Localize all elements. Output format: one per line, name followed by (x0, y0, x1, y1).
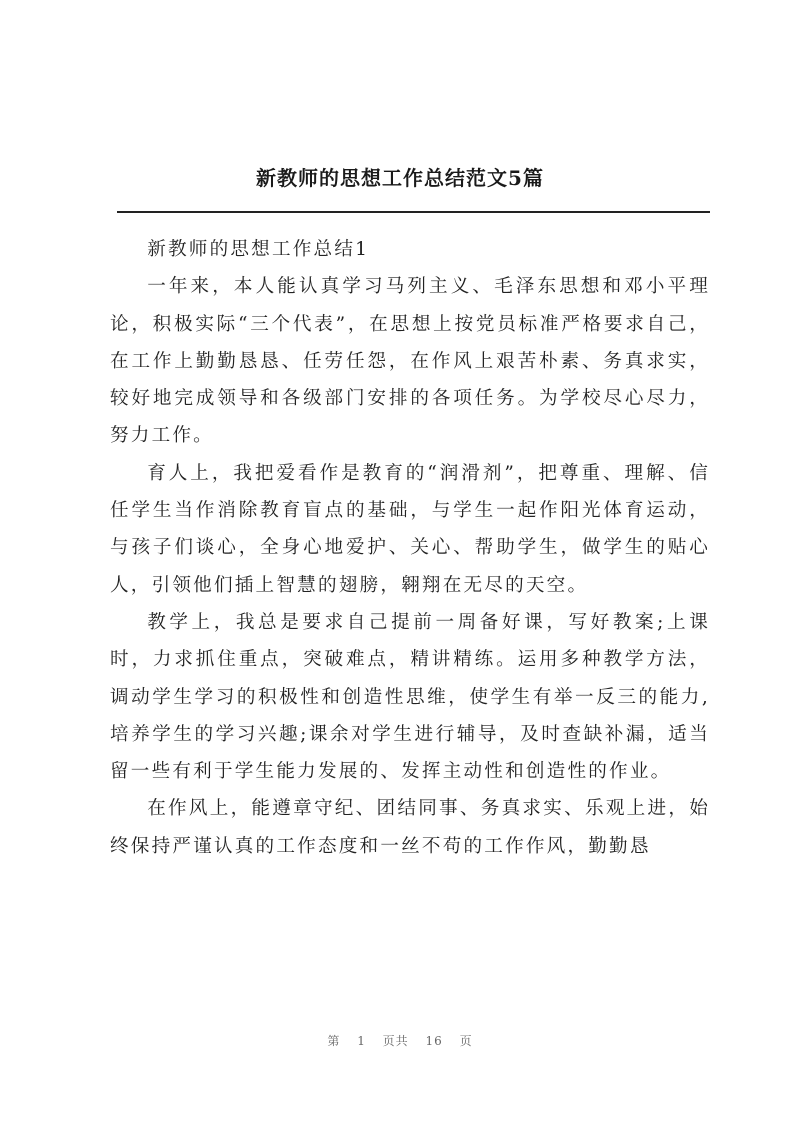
document-body (110, 231, 710, 865)
footer-label-total: 页共 (382, 1034, 409, 1048)
title-divider (117, 211, 710, 213)
page-title: 新教师的思想工作总结范文5篇 (256, 166, 544, 190)
footer-current-page: 1 (357, 1034, 366, 1048)
paragraph-2: 育人上，我把爱看作是教育的“润滑剂”，把尊重、理解、信任学生当作消除教育盲点的基础，与学生一起作阳光体育运动，与孩子们谈心，全身心地爱护、关心、帮助学生，做学生的贴心人，引领他们插上智慧的翅膀，翱翔在无尽的天空。 (110, 462, 710, 596)
page-footer (0, 1032, 800, 1050)
footer-label-page: 第 (327, 1034, 341, 1048)
section-heading: 新教师的思想工作总结1 (147, 239, 370, 260)
footer-total-pages: 16 (425, 1034, 443, 1048)
footer-label-end: 页 (459, 1034, 473, 1048)
paragraph-4: 在作风上，能遵章守纪、团结同事、务真求实、乐观上进，始终保持严谨认真的工作态度和一丝不苟的工作作风，勤勤恳 (110, 798, 710, 857)
paragraph-3: 教学上，我总是要求自己提前一周备好课，写好教案;上课时，力求抓住重点，突破难点，精讲精练。运用多种教学方法，调动学生学习的积极性和创造性思维，使学生有举一反三的能力,培养学生的学习兴趣;课余对学生进行辅导，及时查缺补漏，适当留一些有利于学生能力发展的、发挥主动性和创造性的作业。 (110, 611, 710, 783)
paragraph-1: 一年来，本人能认真学习马列主义、毛泽东思想和邓小平理论，积极实际“三个代表”，在思想上按党员标准严格要求自己，在工作上勤勤恳恳、任劳任怨，在作风上艰苦朴素、务真求实，较好地完成领导和各级部门安排的各项任务。为学校尽心尽力，努力工作。 (110, 276, 710, 447)
